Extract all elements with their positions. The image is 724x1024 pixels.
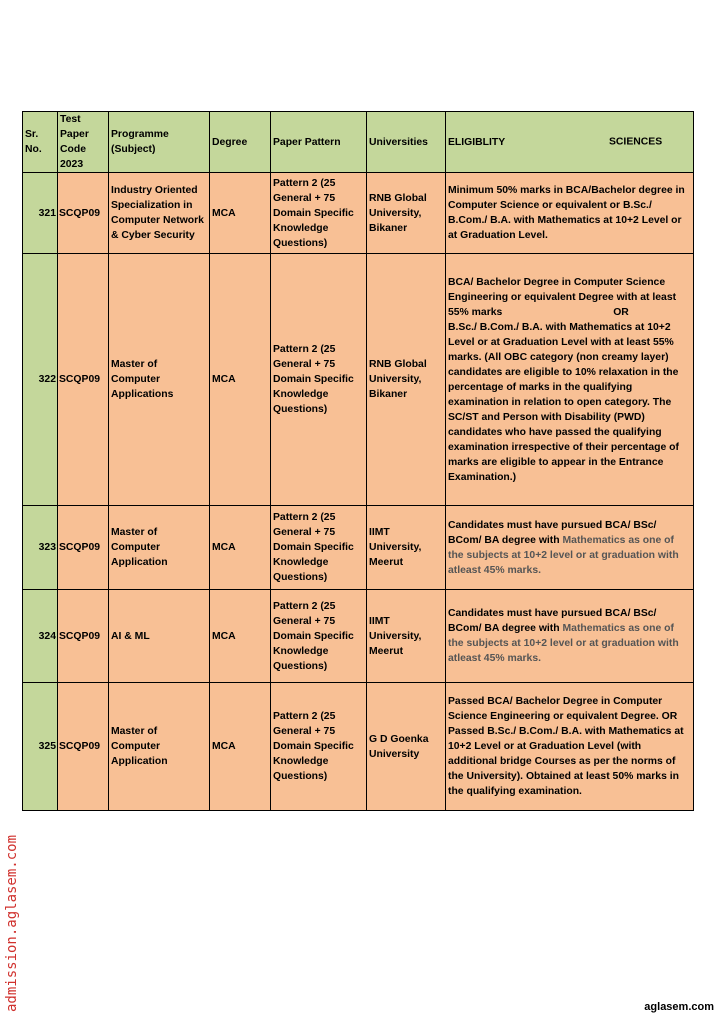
pattern-cell: Pattern 2 (25 General + 75 Domain Specific Knowledge Questions) — [271, 506, 367, 590]
eligibility-cell — [446, 254, 694, 506]
table-row — [23, 683, 694, 811]
table-header-row — [23, 112, 694, 173]
table-row — [23, 506, 694, 590]
eligibility-cell — [446, 590, 694, 683]
header-eligibility-label: ELIGIBLITY — [448, 136, 506, 148]
eligibility-part-a: BCA/ Bachelor Degree in Computer Science Engineering or equivalent Degree with at least 55% marks — [448, 276, 677, 318]
header-eligibility — [446, 112, 694, 173]
pattern-cell: Pattern 2 (25 General + 75 Domain Specific Knowledge Questions) — [271, 173, 367, 254]
header-test-paper-code: Test Paper Code 2023 — [58, 112, 109, 173]
paper-code-cell: SCQP09 — [58, 173, 109, 254]
header-programme: Programme (Subject) — [109, 112, 210, 173]
eligibility-table — [22, 111, 694, 811]
table-row — [23, 254, 694, 506]
pattern-cell: Pattern 2 (25 General + 75 Domain Specific Knowledge Questions) — [271, 590, 367, 683]
watermark: admission.aglasem.com — [4, 834, 20, 1012]
degree-cell: MCA — [210, 683, 271, 811]
paper-code-cell: SCQP09 — [58, 590, 109, 683]
table-row — [23, 173, 694, 254]
paper-code-cell: SCQP09 — [58, 254, 109, 506]
eligibility-part-b: Mathematics as one of the subjects at 10+2 level or at graduation with atleast 45% marks. — [448, 534, 679, 576]
eligibility-cell: Minimum 50% marks in BCA/Bachelor degree in Computer Science or equivalent or B.Sc./ B.Com./ B.A. with Mathematics at 10+2 Level or at Graduation Level. — [446, 173, 694, 254]
university-cell: RNB Global University, Bikaner — [367, 254, 446, 506]
eligibility-part-a: Candidates must have pursued BCA/ BSc/ BCom/ BA degree with — [448, 608, 657, 634]
header-degree: Degree — [210, 112, 271, 173]
university-cell: IIMT University, Meerut — [367, 590, 446, 683]
sr-no-cell: 325 — [23, 683, 58, 811]
sr-no-cell: 322 — [23, 254, 58, 506]
eligibility-part-b: B.Sc./ B.Com./ B.A. with Mathematics at 10+2 Level or at Graduation Level with at least 55% marks. (All OBC category (non creamy layer) candidates are eligible to 10% relaxation in the percentage of marks in the qualifying examination in relation to open category. The SC/ST and Person with Disability (PWD) candidates who have passed the qualifying examination irrespective of their percentage of marks are eligible to appear in the Entrance Examination.) — [448, 321, 679, 483]
pattern-cell: Pattern 2 (25 General + 75 Domain Specific Knowledge Questions) — [271, 683, 367, 811]
paper-code-cell: SCQP09 — [58, 683, 109, 811]
paper-code-cell: SCQP09 — [58, 506, 109, 590]
sr-no-cell: 324 — [23, 590, 58, 683]
eligibility-cell: Passed BCA/ Bachelor Degree in Computer Science Engineering or equivalent Degree. OR Passed B.Sc./ B.Com./ B.A. with Mathematics at 10+2 Level or at Graduation Level (with additional bridge Courses as per the norms of the University). Obtained at least 50% marks in the qualifying examination. — [446, 683, 694, 811]
programme-cell: AI & ML — [109, 590, 210, 683]
header-stream-label: SCIENCES — [609, 136, 663, 148]
eligibility-or: OR — [613, 306, 629, 318]
programme-cell: Master of Computer Application — [109, 506, 210, 590]
sr-no-cell: 321 — [23, 173, 58, 254]
footer-site: aglasem.com — [644, 1001, 714, 1013]
programme-cell: Master of Computer Application — [109, 683, 210, 811]
sr-no-cell: 323 — [23, 506, 58, 590]
degree-cell: MCA — [210, 173, 271, 254]
eligibility-part-b: Mathematics as one of the subjects at 10+2 level or at graduation with atleast 45% marks. — [448, 623, 679, 664]
header-sr-no: Sr. No. — [23, 112, 58, 173]
header-universities: Universities — [367, 112, 446, 173]
pattern-cell: Pattern 2 (25 General + 75 Domain Specific Knowledge Questions) — [271, 254, 367, 506]
eligibility-cell — [446, 506, 694, 590]
university-cell: RNB Global University, Bikaner — [367, 173, 446, 254]
table-row — [23, 590, 694, 683]
degree-cell: MCA — [210, 254, 271, 506]
university-cell: G D Goenka University — [367, 683, 446, 811]
eligibility-part-a: Candidates must have pursued BCA/ BSc/ BCom/ BA degree with — [448, 519, 657, 546]
programme-cell: Master of Computer Applications — [109, 254, 210, 506]
header-paper-pattern: Paper Pattern — [271, 112, 367, 173]
university-cell: IIMT University, Meerut — [367, 506, 446, 590]
degree-cell: MCA — [210, 506, 271, 590]
programme-cell: Industry Oriented Specialization in Computer Network & Cyber Security — [109, 173, 210, 254]
degree-cell: MCA — [210, 590, 271, 683]
